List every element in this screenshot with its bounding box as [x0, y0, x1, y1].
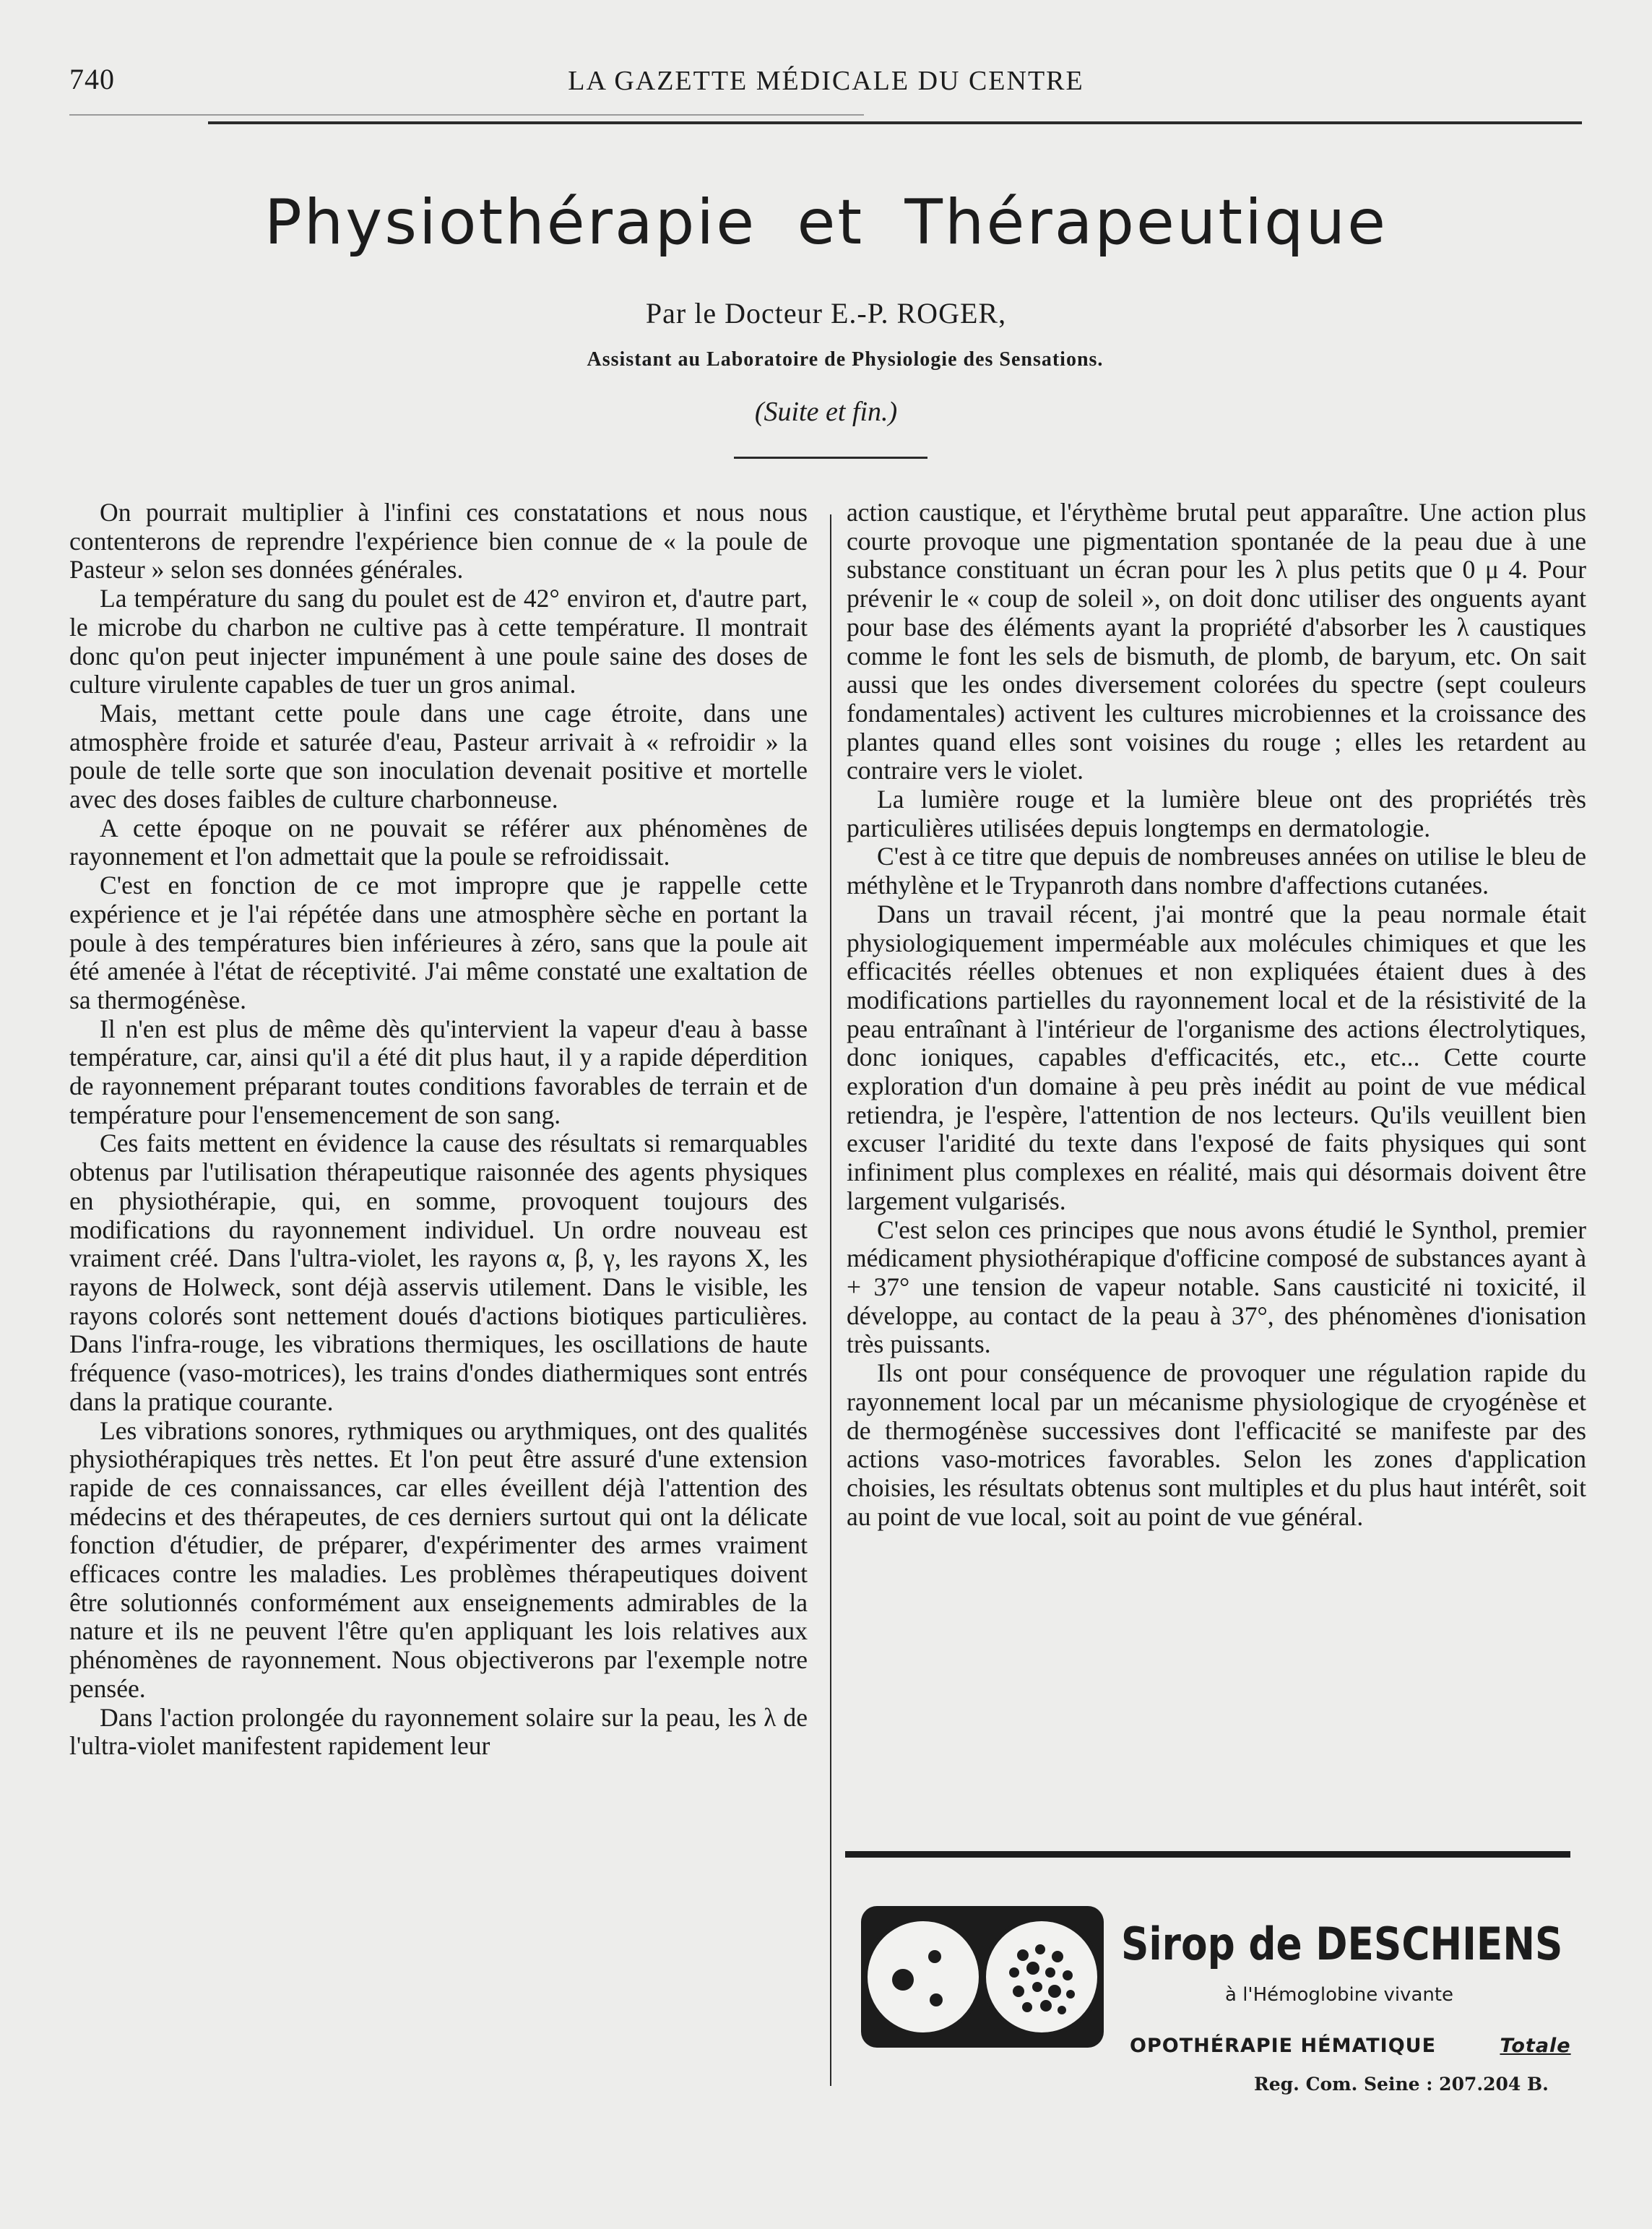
paragraph: C'est en fonction de ce mot impropre que je rappelle cette expérience et je l'ai répétée dans une atmosphère sèche en portant la poule à des températures bien inférieures à zéro, sans que la poule ait été amenée à l'état de réceptivité. J'ai même constaté une exaltation de sa thermogénèse.	[69, 871, 808, 1014]
paragraph: Il n'en est plus de même dès qu'intervient la vapeur d'eau à basse température, car, ainsi qu'il a été dit plus haut, il y a rapide déperdition de rayonnement préparant toutes conditions favorables de terrain et de température pour l'ensemencement de son sang.	[69, 1014, 808, 1129]
paragraph: C'est selon ces principes que nous avons étudié le Synthol, premier médicament physiothérapique d'officine composé de substances ayant à + 37° une tension de vapeur notable. Sans causticité ni toxicité, il développe, au contact de la peau à 37°, des phénomènes d'ionisation très puissants.	[847, 1215, 1586, 1359]
product-category-line	[1130, 2035, 1571, 2057]
product-qualifier: Totale	[1500, 2035, 1571, 2057]
header-rule	[208, 121, 1582, 124]
paragraph: On pourrait multiplier à l'infini ces constatations et nous nous contenterons de reprendre l'expérience bien connue de « la poule de Pasteur » selon ses données générales.	[69, 498, 808, 585]
blood-cells-logo-icon	[860, 1905, 1105, 2053]
article-title: Physiothérapie et Thérapeutique	[264, 186, 1388, 259]
paragraph: Les vibrations sonores, rythmiques ou arythmiques, ont des qualités physiothérapiques très nettes. Et l'on peut être assuré d'une extension rapide de ces connaissances, car elles éveillent déjà l'attention des médecins et des thérapeutes, de ces derniers surtout qui ont la délicate fonction d'étudier, de préparer, d'expérimenter des armes vraiment efficaces contre les maladies. Les problèmes thérapeutiques doivent être solutionnés conformément aux enseignements admirables de la nature et ils ne peuvent l'être qu'en appliquant les lois relatives aux phénomènes de rayonnement. Nous objectiverons par l'exemple notre pensée.	[69, 1415, 808, 1703]
paragraph: Ils ont pour conséquence de provoquer une régulation rapide du rayonnement local par un mécanisme physiologique de cryogénèse et de thermogénèse successives dont l'efficacité se manifeste par des actions vaso-motrices favorables. Selon les zones d'application choisies, les résultats obtenus sont multiples et du plus haut intérêt, soit au point de vue local, soit au point de vue général.	[847, 1358, 1586, 1531]
paragraph: Mais, mettant cette poule dans une cage étroite, dans une atmosphère froide et saturée d'eau, Pasteur arrivait à « refroidir » la poule de telle sorte que son inoculation devenait positive et mortelle avec des doses faibles de culture charbonneuse.	[69, 698, 808, 814]
left-column	[69, 499, 808, 1761]
continuation-note: (Suite et fin.)	[754, 397, 898, 427]
registration-number: Reg. Com. Seine : 207.204 B.	[1254, 2074, 1549, 2095]
paragraph: La température du sang du poulet est de 42° environ et, d'autre part, le microbe du charbon ne cultive pas à cette température. Il montrait donc qu'on peut injecter impunément à une poule saine des doses de culture virulente capables de tuer un gros animal.	[69, 584, 808, 699]
product-tagline: à l'Hémoglobine vivante	[1225, 1984, 1454, 2006]
product-name: Sirop de DESCHIENS	[1121, 1918, 1563, 1970]
article-byline: Par le Docteur E.-P. ROGER,	[645, 297, 1007, 329]
journal-title: LA GAZETTE MÉDICALE DU CENTRE	[568, 66, 1084, 96]
paragraph: Dans un travail récent, j'ai montré que la peau normale était physiologiquement imperméable aux molécules chimiques et que les efficacités réelles obtenues et non expliquées étaient dues à des modifications partielles du rayonnement local et de la résistivité de la peau entraînant à l'intérieur de l'organisme des actions électrolytiques, donc ioniques, capables d'efficacités, etc., etc... Cette courte exploration d'un domaine à peu près inédit au point de vue médical retiendra, je l'espère, l'attention de nos lecteurs. Qu'ils veuillent bien excuser l'aridité du texte dans l'exposé de faits physiques qui sont infiniment plus complexes en réalité, mais qui désormais doivent être largement vulgarisés.	[847, 899, 1586, 1215]
advertisement-rule	[845, 1851, 1570, 1858]
paragraph: C'est à ce titre que depuis de nombreuses années on utilise le bleu de méthylène et le Trypanroth dans nombre d'affections cutanées.	[847, 842, 1586, 900]
product-specialty: HÉMATIQUE	[1300, 2035, 1437, 2057]
right-column	[847, 499, 1586, 1531]
title-rule	[734, 457, 927, 459]
header-rule-thin	[69, 114, 864, 116]
column-divider	[830, 514, 831, 2086]
page-number: 740	[69, 63, 115, 95]
product-category: OPOTHÉRAPIE	[1130, 2035, 1294, 2057]
paragraph: Ces faits mettent en évidence la cause des résultats si remarquables obtenus par l'utilisation thérapeutique raisonnée des agents physiques en physiothérapie, qui, en somme, provoquent toujours des modifications du rayonnement individuel. Un ordre nouveau est vraiment créé. Dans l'ultra-violet, les rayons α, β, γ, les rayons X, les rayons de Holweck, sont déjà asservis utilement. Dans le visible, les rayons colorés sont nettement doués d'actions biotiques particulières. Dans l'infra-rouge, les vibrations thermiques, les oscillations de haute fréquence (vaso-motrices), les trains d'ondes diathermiques sont entrés dans la pratique courante.	[69, 1129, 808, 1416]
paragraph: action caustique, et l'érythème brutal peut apparaître. Une action plus courte provoque une pigmentation spontanée de la peau due à une substance constituant un écran pour les λ plus petits que 0 μ 4. Pour prévenir le « coup de soleil », on doit donc utiliser des onguents ayant pour base des éléments ayant la propriété d'absorber les λ caustiques comme le font les sels de bismuth, de plomb, de baryum, etc. On sait aussi que les ondes diversement colorées du spectre (sept couleurs fondamentales) activent les cultures microbiennes et la croissance des plantes quand elles sont voisines du rouge ; elles les retardent au contraire vers le violet.	[847, 498, 1586, 785]
paragraph: La lumière rouge et la lumière bleue ont des propriétés très particulières utilisées depuis longtemps en dermatologie.	[847, 785, 1586, 842]
author-affiliation: Assistant au Laboratoire de Physiologie des Sensations.	[587, 348, 1104, 371]
paragraph: Dans l'action prolongée du rayonnement solaire sur la peau, les λ de l'ultra-violet manifestent rapidement leur	[69, 1702, 808, 1761]
paragraph: A cette époque on ne pouvait se référer aux phénomènes de rayonnement et l'on admettait que la poule se refroidissait.	[69, 813, 808, 871]
